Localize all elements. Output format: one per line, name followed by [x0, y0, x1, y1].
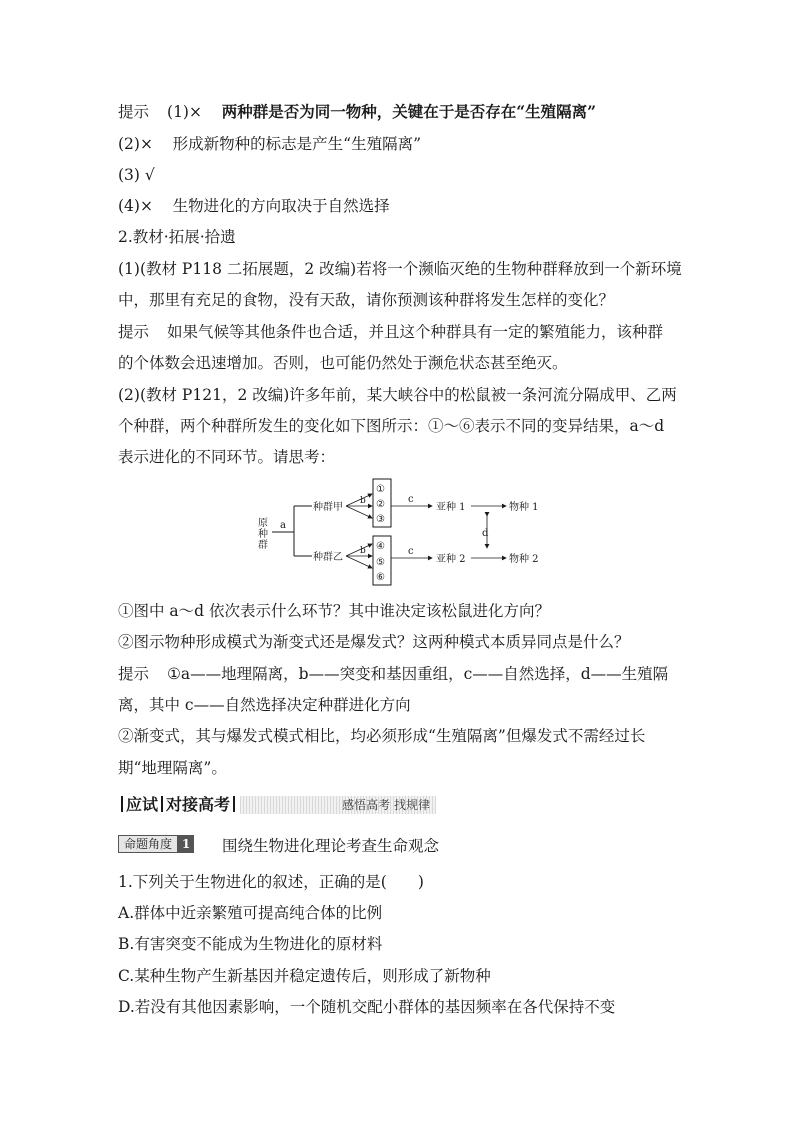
answer-line-3: ②渐变式，其与爆发式模式相比，均必须形成“生殖隔离”但爆发式不需经过长 [118, 727, 646, 745]
label-b-top: b [360, 496, 366, 506]
banner-bar-2 [161, 796, 163, 812]
mcq-option-b: B.有害突变不能成为生物进化的原材料 [118, 935, 383, 953]
box1-item-1: ① [376, 484, 385, 495]
label-d: d [482, 528, 489, 539]
fan-top-1 [346, 494, 372, 506]
box1-item-3: ③ [376, 514, 385, 525]
a1-line-2: 的个体数会迅速增加。否则，也可能仍然处于濒危状态甚至绝灭。 [118, 354, 568, 372]
item2-text: 形成新物种的标志是产生“生殖隔离” [172, 135, 422, 153]
mcq-option-d: D.若没有其他因素影响，一个随机交配小群体的基因频率在各代保持不变 [118, 998, 616, 1016]
q1-line-1: (1)(教材 P118 二拓展题，2 改编)若将一个濒临灭绝的生物种群释放到一个新环境 [118, 260, 682, 278]
banner-left-1: 应试 [126, 795, 159, 814]
q2-line-1: (2)(教材 P121，2 改编)许多年前，某大峡谷中的松鼠被一条河流分隔成甲、乙两 [118, 386, 677, 404]
hint-line-4 [118, 196, 390, 216]
q2-line-2: 个种群，两个种群所发生的变化如下图所示：①～⑥表示不同的变异结果，a～d [118, 417, 665, 435]
speciation-diagram [250, 476, 550, 588]
answer-label: 提示 [118, 665, 150, 683]
box2-item-2: ⑤ [376, 557, 385, 568]
hint-line-3: (3) √ [118, 166, 155, 184]
subspecies-1: 亚种 1 [436, 502, 466, 513]
label-c-bottom: c [408, 546, 414, 557]
item1-mark: (1)× [167, 103, 202, 121]
origin-char-1: 原 [258, 518, 268, 529]
origin-char-2: 种 [258, 529, 268, 540]
banner-left-2: 对接高考 [166, 795, 231, 814]
angle-title: 围绕生物进化理论考查生命观念 [222, 837, 440, 855]
box2-item-1: ④ [376, 541, 385, 552]
item4-text: 生物进化的方向取决于自然选择 [172, 197, 390, 215]
hint-line-1 [118, 102, 596, 122]
fan-bottom-3 [346, 556, 372, 568]
angle-tag [118, 835, 194, 853]
banner-left [118, 793, 238, 817]
fan-bottom-1 [346, 544, 372, 556]
pop-yi: 种群乙 [313, 552, 343, 563]
banner-bar-3 [233, 796, 235, 812]
mcq-option-c: C.某种生物产生新基因并稳定遗传后，则形成了新物种 [118, 967, 491, 985]
answer-line-4: 期“地理隔离”。 [118, 759, 227, 777]
a1-line-1 [118, 322, 663, 342]
label-c-top: c [408, 494, 414, 505]
answer-line-1 [118, 664, 668, 684]
item2-mark: (2)× [118, 135, 153, 153]
species-1: 物种 1 [509, 502, 539, 513]
a1-text-1: 如果气候等其他条件也合适，并且这个种群具有一定的繁殖能力，该种群 [167, 323, 664, 341]
label-a: a [280, 520, 286, 531]
banner-bar-1 [121, 796, 123, 812]
pop-jia: 种群甲 [313, 502, 343, 513]
item4-mark: (4)× [118, 197, 153, 215]
hint-line-2 [118, 134, 421, 154]
section-heading: 2.教材·拓展·拾遗 [118, 228, 236, 246]
question-a: ①图中 a～d 依次表示什么环节？其中谁决定该松鼠进化方向？ [118, 602, 551, 620]
subspecies-2: 亚种 2 [436, 554, 466, 565]
answer-line-2: 离，其中 c——自然选择决定种群进化方向 [118, 696, 411, 714]
angle-number: 1 [178, 835, 194, 853]
q1-line-2: 中，那里有充足的食物，没有天敌，请你预测该种群将发生怎样的变化？ [118, 291, 615, 309]
banner-right: 感悟高考 找规律 [240, 796, 436, 814]
question-b: ②图示物种形成模式为渐变式还是爆发式？这两种模式本质异同点是什么？ [118, 633, 630, 651]
answer-text-1: ①a——地理隔离，b——突变和基因重组，c——自然选择，d——生殖隔 [167, 665, 669, 683]
box1-item-2: ② [376, 499, 385, 510]
angle-label: 命题角度 [118, 835, 178, 853]
item1-text: 两种群是否为同一物种，关键在于是否存在“生殖隔离” [221, 102, 597, 121]
mcq-stem: 1.下列关于生物进化的叙述，正确的是( ) [118, 873, 424, 891]
section-banner [118, 793, 436, 817]
mcq-option-a: A.群体中近亲繁殖可提高纯合体的比例 [118, 904, 383, 922]
label-b-bottom: b [360, 546, 366, 556]
species-2: 物种 2 [509, 554, 539, 565]
origin-char-3: 群 [258, 540, 268, 551]
a1-label: 提示 [118, 323, 150, 341]
box2-item-3: ⑥ [376, 572, 385, 583]
fan-top-3 [346, 506, 372, 518]
hint-label: 提示 [118, 103, 150, 121]
q2-line-3: 表示进化的不同环节。请思考： [118, 448, 336, 466]
